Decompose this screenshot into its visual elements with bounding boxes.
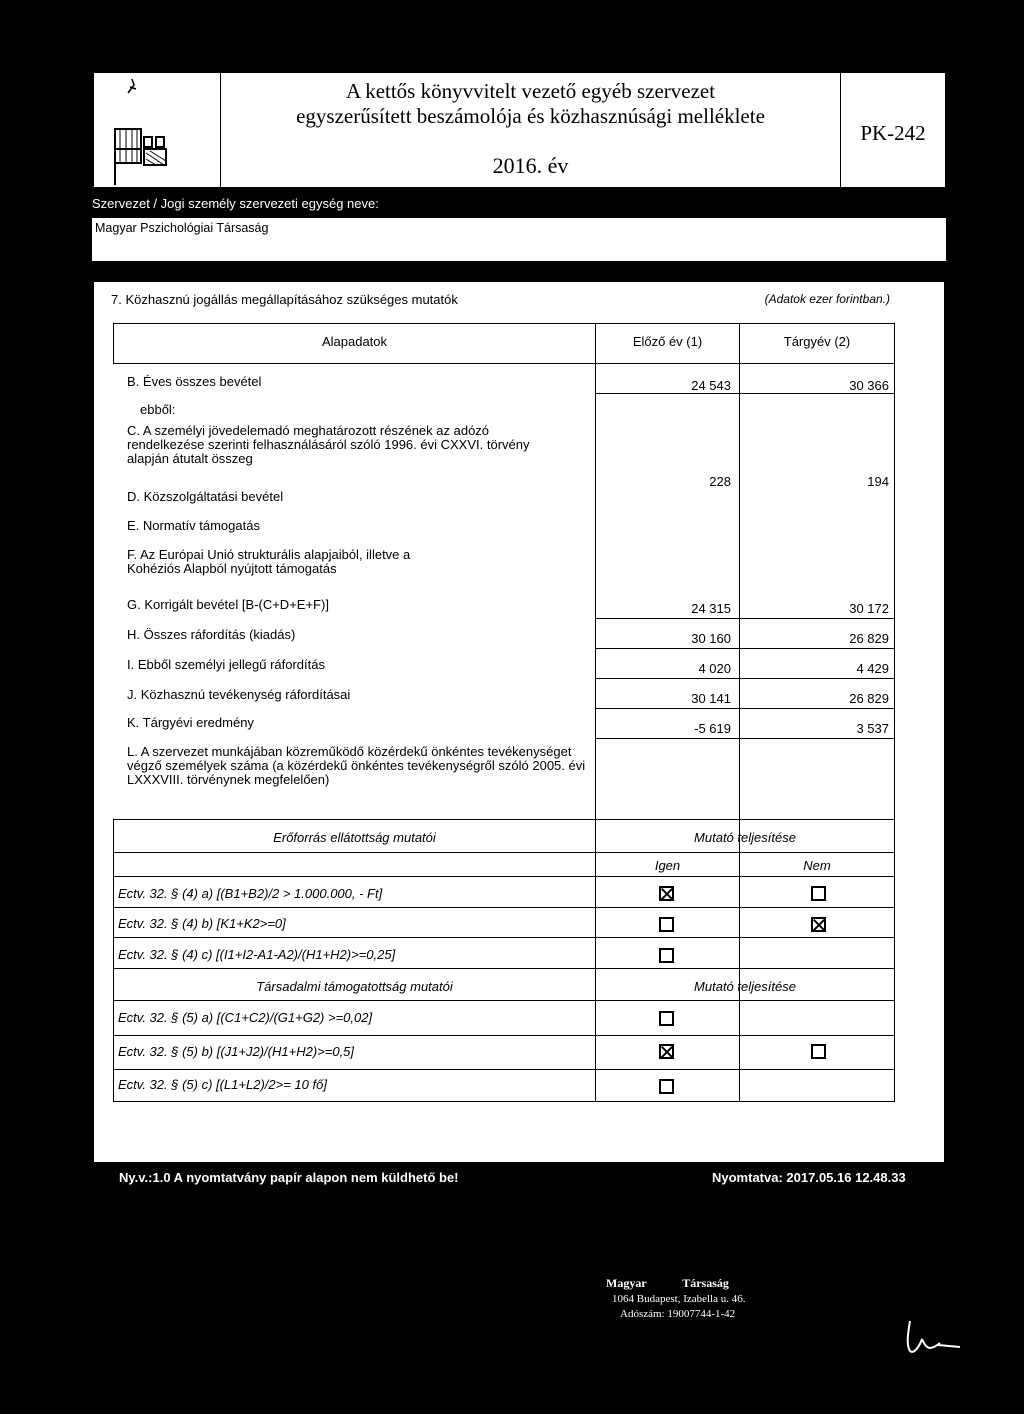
row-label-g: G. Korrigált bevétel [B-(C+D+E+F)] [127,597,329,612]
no-header: Nem [803,858,831,873]
unit-note: (Adatok ezer forintban.) [764,292,890,306]
stamp-line2: 1064 Budapest, Izabella u. 46. [612,1293,746,1305]
col-header-curr: Tárgyév (2) [783,334,851,349]
social-row-label: Ectv. 32. § (5) a) [(C1+C2)/(G1+G2) >=0,02] [118,1010,373,1025]
resource-row-1-yes-checkbox[interactable] [659,886,674,901]
social-row-3-yes-checkbox[interactable] [659,1079,674,1094]
social-row-2-no-checkbox[interactable] [811,1044,826,1059]
row-label-j: J. Közhasznú tevékenység ráfordításai [127,687,351,702]
resource-row-1-no-checkbox[interactable] [811,886,826,901]
main-section-box [93,281,945,1163]
resource-row-label: Ectv. 32. § (4) c) [(I1+I2-A1-A2)/(H1+H2)>=0,25] [118,947,396,962]
resource-row-label: Ectv. 32. § (4) a) [(B1+B2)/2 > 1.000.000, - Ft] [118,886,383,901]
social-fulfil-title: Mutató teljesítése [694,979,796,994]
row-label-h: H. Összes ráfordítás (kiadás) [127,627,296,642]
org-name-value: Magyar Pszichológiai Társaság [95,221,269,235]
resource-row-2-yes-checkbox[interactable] [659,917,674,932]
row-prev-g: 24 315 [691,601,731,616]
resource-row-3-yes-checkbox[interactable] [659,948,674,963]
row-label-d: D. Közszolgáltatási bevétel [127,489,284,504]
social-title: Társadalmi támogatottság mutatói [256,979,453,994]
row-label-f: F. Az Európai Unió strukturális alapjaiból, illetve a Kohéziós Alapból nyújtott támogatás [127,547,411,576]
row-label-b: B. Éves összes bevétel [127,374,262,389]
resource-row-2-no-checkbox[interactable] [811,917,826,932]
social-row-label: Ectv. 32. § (5) b) [(J1+J2)/(H1+H2)>=0,5] [118,1044,355,1059]
row-curr-k: 3 537 [856,721,889,736]
row-curr-j: 26 829 [849,691,889,706]
row-label-k: K. Tárgyévi eredmény [127,715,254,730]
footer-note: Ny.v.:1.0 A nyomtatvány papír alapon nem küldhető be! [119,1170,459,1185]
form-code: PK-242 [860,121,926,145]
header-logo-cell [93,72,221,188]
stamp-line1: Magyar Társaság [606,1276,729,1290]
row-prev-i: 4 020 [698,661,731,676]
logo-icon [110,75,190,185]
row-curr-c: 194 [867,474,889,489]
header-code-cell [840,72,946,188]
row-prev-k: -5 619 [694,721,731,736]
row-prev-j: 30 141 [691,691,731,706]
resource-title: Erőforrás ellátottság mutatói [273,830,436,845]
col-header-prev: Előző év (1) [632,334,703,349]
row-label-e: E. Normatív támogatás [127,518,260,533]
row-prev-b: 24 543 [691,378,731,393]
form-title-line2: egyszerűsített beszámolója és közhasznúsági melléklete [296,104,765,128]
resource-row-label: Ectv. 32. § (4) b) [K1+K2>=0] [118,916,286,931]
social-row-2-yes-checkbox[interactable] [659,1044,674,1059]
section-title: 7. Közhasznú jogállás megállapításához szükséges mutatók [111,292,458,307]
form-title-line1: A kettős könyvvitelt vezető egyéb szervezet [345,79,716,103]
row-curr-h: 26 829 [849,631,889,646]
row-curr-b: 30 366 [849,378,889,393]
row-label-i: I. Ebből személyi jellegű ráfordítás [127,657,325,672]
col-header-basic: Alapadatok [321,334,388,349]
print-timestamp: Nyomtatva: 2017.05.16 12.48.33 [712,1170,906,1185]
org-name-field [91,217,947,262]
row-label-c: C. A személyi jövedelemadó meghatározott részének az adózó rendelkezése szerinti felhasználásáról szóló 1996. évi CXXVI. törvény alapján átutalt összeg [127,423,530,466]
signature-icon [900,1315,970,1365]
social-row-label: Ectv. 32. § (5) c) [(L1+L2)/2>= 10 fő] [118,1077,327,1092]
fulfil-title: Mutató teljesítése [694,830,796,845]
row-curr-i: 4 429 [856,661,889,676]
row-label-l: L. A szervezet munkájában közreműködő közérdekű önkéntes tevékenységet végző személyek száma (a közérdekű önkéntes tevékenységről szóló 2005. évi LXXXVIII. törvénynek megfelelően) [127,744,586,787]
row-prev-h: 30 160 [691,631,731,646]
row-label-ebbol: ebből: [140,402,176,417]
header-title-cell [220,72,841,188]
stamp-line3: Adószám: 19007744-1-42 [620,1308,736,1320]
social-row-1-yes-checkbox[interactable] [659,1011,674,1026]
yes-header: Igen [654,858,681,873]
row-prev-c: 228 [709,474,731,489]
row-curr-g: 30 172 [849,601,889,616]
org-label: Szervezet / Jogi személy szervezeti egység neve: [92,196,379,211]
form-year: 2016. év [492,153,569,178]
